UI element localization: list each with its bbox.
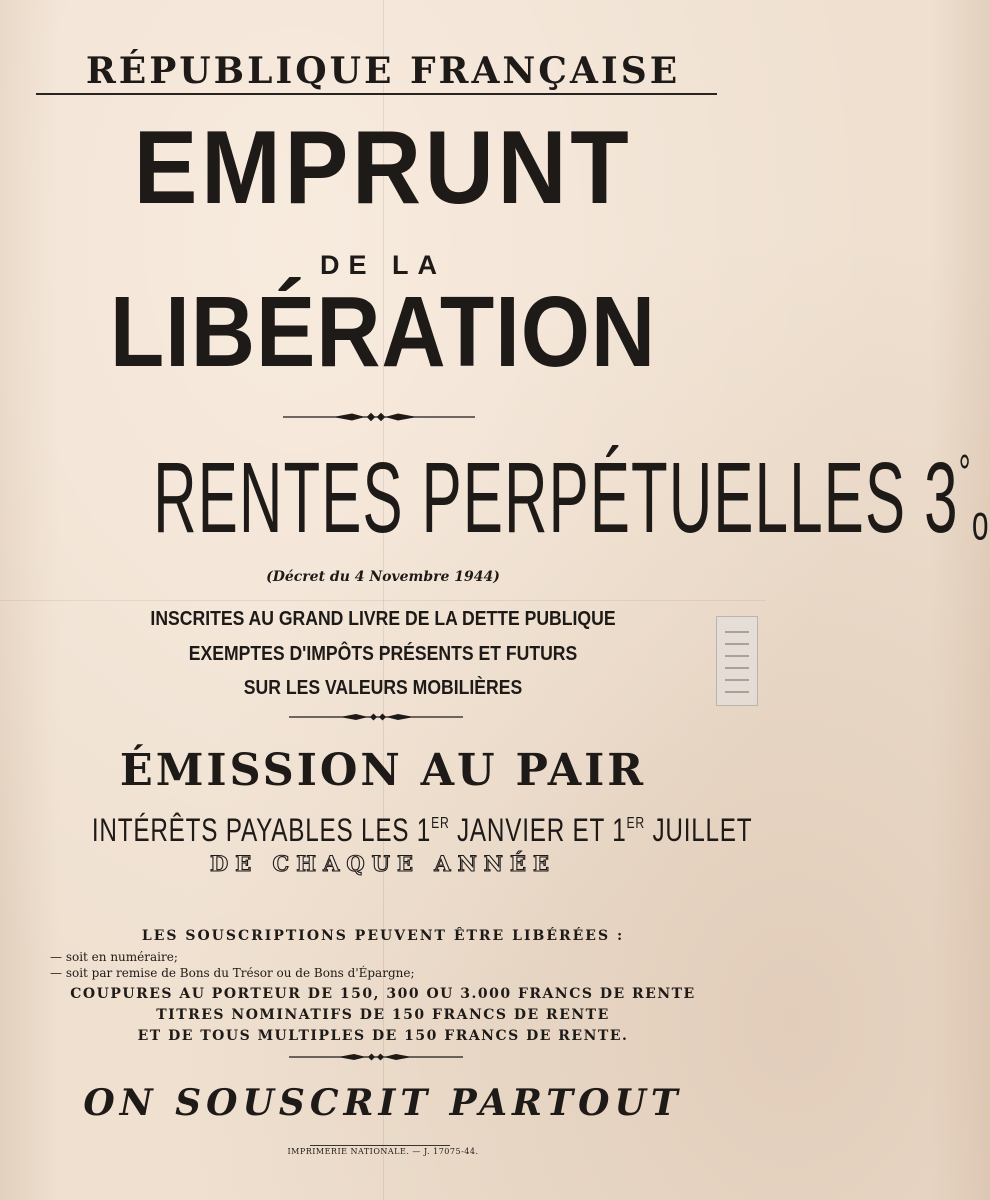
interets-sup-2: ER: [626, 815, 645, 833]
interets-line: [91, 812, 753, 849]
rentes-text: RENTES PERPÉTUELLES 3: [153, 442, 959, 554]
ornament-divider-1: [0, 411, 766, 423]
chaque-annee-text: DE CHAQUE ANNÉE: [210, 851, 556, 876]
on-souscrit-partout-slogan: ON SOUSCRIT PARTOUT: [83, 1082, 683, 1124]
percent-top: °: [958, 444, 972, 501]
interets-part-c: JUILLET: [644, 812, 753, 848]
imprimerie-rule: [310, 1145, 450, 1146]
rentes-perpetuelles-heading: [153, 442, 990, 554]
coupure-line: ET DE TOUS MULTIPLES DE 150 FRANCS DE RENTE.: [137, 1028, 629, 1044]
liberation-title: LIBÉRATION: [109, 276, 657, 388]
interets-sup-1: ER: [431, 815, 450, 833]
archive-stamp: [716, 616, 758, 706]
interets-part-a: INTÉRÊTS PAYABLES LES 1: [91, 812, 432, 848]
souscriptions-heading: LES SOUSCRIPTIONS PEUVENT ÊTRE LIBÉRÉES :: [141, 928, 625, 944]
feature-line: EXEMPTES D'IMPÔTS PRÉSENTS ET FUTURS: [188, 643, 578, 665]
emission-heading: ÉMISSION AU PAIR: [119, 745, 647, 796]
feature-line: SUR LES VALEURS MOBILIÈRES: [243, 677, 523, 699]
imprimerie-credit: IMPRIMERIE NATIONALE. — J. 17075-44.: [287, 1147, 479, 1156]
feature-line: INSCRITES AU GRAND LIVRE DE LA DETTE PUBLIQUE: [150, 608, 616, 630]
coupure-line: TITRES NOMINATIFS DE 150 FRANCS DE RENTE: [156, 1007, 610, 1023]
coupure-line: COUPURES AU PORTEUR DE 150, 300 OU 3.000 FRANCS DE RENTE: [70, 986, 696, 1002]
ornament-divider-3: [0, 1051, 766, 1063]
de-la-text: DE LA: [320, 250, 446, 280]
ornament-divider-2: [0, 711, 766, 723]
paper-fold-horizontal: [0, 600, 766, 601]
republique-heading: RÉPUBLIQUE FRANÇAISE: [85, 50, 681, 92]
option-item: — soit en numéraire;: [50, 950, 178, 964]
interets-part-b: JANVIER ET 1: [449, 812, 627, 848]
emprunt-title: EMPRUNT: [133, 110, 633, 226]
top-rule: [36, 93, 717, 95]
option-item: — soit par remise de Bons du Trésor ou de Bons d'Épargne;: [50, 966, 415, 980]
percent-bottom: o: [971, 494, 990, 551]
decret-text: (Décret du 4 Novembre 1944): [266, 569, 500, 585]
